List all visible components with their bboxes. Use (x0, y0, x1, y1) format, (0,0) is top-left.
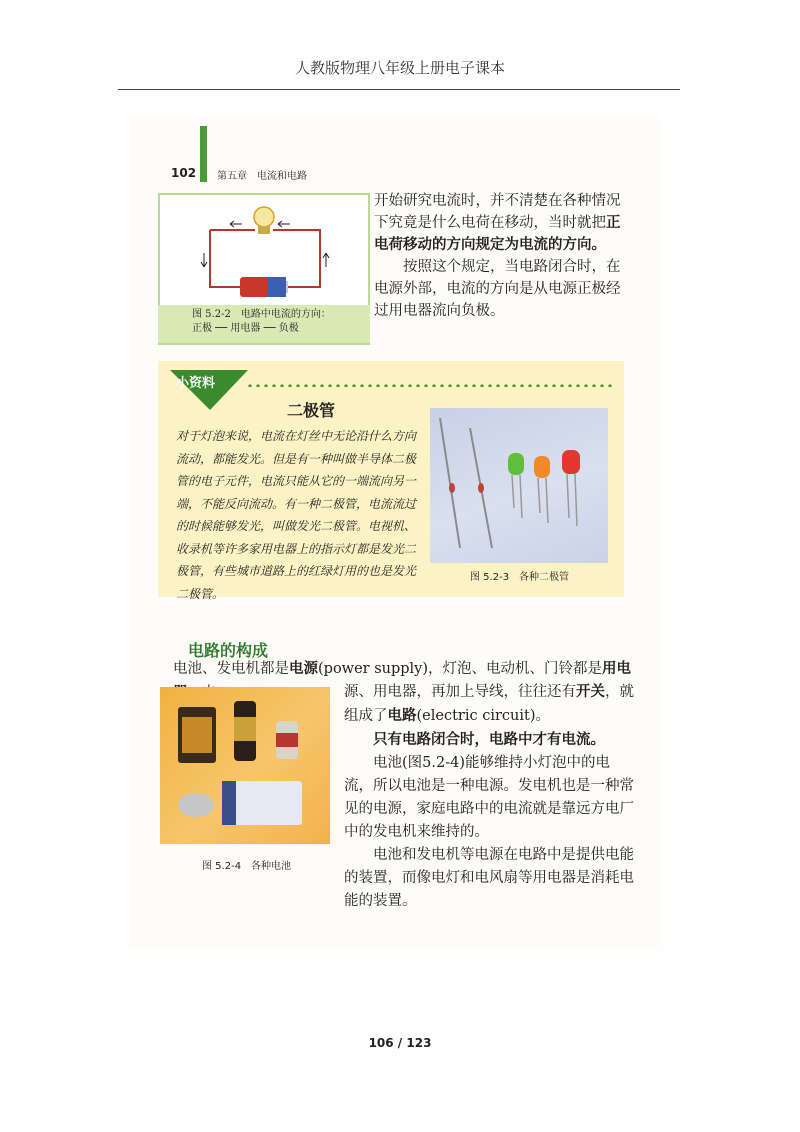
diode-photo (430, 408, 608, 563)
sidebar-title: 二极管 (287, 401, 336, 420)
closed-circuit-statement: 只有电路闭合时，电路中才有电流。 (373, 731, 605, 748)
figure-522-caption (158, 305, 370, 343)
term-circuit: 电路 (387, 707, 417, 724)
wrap-c: ，就组成了 (344, 684, 634, 724)
para2-text: 按照这个规定，当电路闭合时，在电源外部，电流的方向是从电源正极经过用电器流向负极。 (374, 259, 621, 319)
term-electrical-device: 用电 (602, 660, 632, 677)
figure-522-caption-line1: 图 5.2-2 电路中电流的方向： (192, 309, 331, 320)
battery-illustration (160, 687, 330, 844)
device-paragraph: 电池和发电机等电源在电路中是提供电能的装置，而像电灯和电风扇等用电器是消耗电能的装置。 (344, 847, 634, 909)
battery-photo (160, 687, 330, 844)
document-header-title: 人教版物理八年级上册电子课本 (294, 59, 505, 77)
battery-paragraph: 电池(图5.2-4)能够维持小灯泡中的电流，所以电池是一种电源。发电机也是一种常见的电源，家庭电路中的电流就是靠远方电厂中的发电机来维持的。 (344, 755, 634, 840)
header-rule (118, 89, 680, 90)
intro-a: 电池、发电机都是 (173, 661, 289, 677)
para1-bold: 正电荷移动的方向规定为电流的方向。 (374, 214, 621, 253)
term-switch: 开关 (576, 683, 605, 700)
book-page-number: 102 (171, 166, 197, 180)
sidebar-dotted-rule (246, 384, 616, 387)
figure-524-caption: 图 5.2-4 各种电池 (202, 861, 292, 872)
diode-illustration (430, 408, 608, 563)
figure-523-caption: 图 5.2-3 各种二极管 (470, 572, 570, 583)
sidebar-text: 对于灯泡来说，电流在灯丝中无论沿什么方向流动，都能发光。但是有一种叫做半导体二极管的电子元件，电流只能从它的一端流向另一端，不能反向流动。有一种二极管，电流流过的时候能够发光，叫做发光二极管。电视机、收录机等许多家用电器上的指示灯都是发光二极管，有些城市道路上的红绿灯用的也是发光二极管。 (176, 429, 417, 601)
paragraph-current-direction (374, 190, 634, 322)
circuit-diagram (160, 195, 368, 307)
figure-522-caption-line2: 正极 ── 用电器 ── 负极 (192, 323, 299, 334)
circuit-composition-text (344, 680, 634, 913)
chapter-bar (200, 126, 207, 182)
section-heading: 电路的构成 (188, 641, 269, 660)
sidebar-tag: 小资料 (176, 376, 216, 391)
page-indicator: 106 / 123 (368, 1036, 432, 1050)
intro-c: (power supply)，灯泡、电动机、门铃都是 (318, 661, 603, 677)
wrap-a: 源、用电器，再加上导线，往往还有 (344, 684, 576, 700)
term-power-supply: 电源 (289, 660, 318, 677)
para1-text: 开始研究电流时，并不清楚在各种情况下究竟是什么电荷在移动，当时就把 (374, 193, 621, 231)
wrap-e: (electric circuit)。 (416, 708, 550, 724)
chapter-title: 第五章 电流和电路 (217, 171, 307, 182)
